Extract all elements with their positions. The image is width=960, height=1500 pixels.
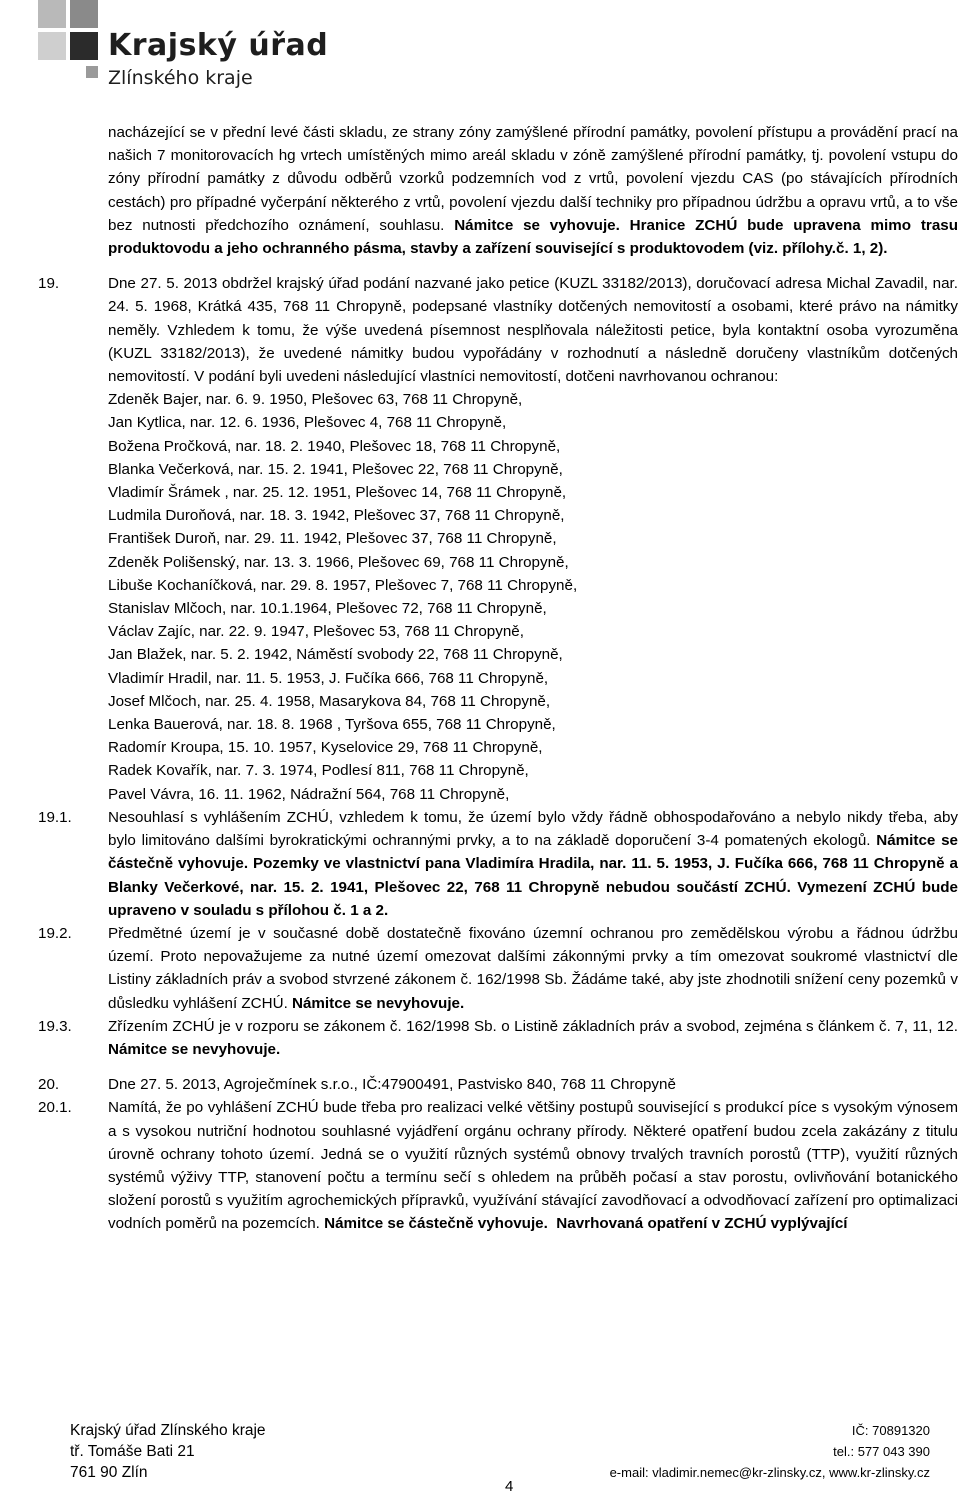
owners-list — [108, 388, 958, 806]
section-20 — [38, 1073, 958, 1096]
section-19-3-text: Zřízením ZCHÚ je v rozporu se zákonem č. 162/1998 Sb. o Listině základních práv a svobod, zejména s článkem č. 7, 11, 12. — [108, 1017, 958, 1035]
footer-city: 761 90 Zlín — [70, 1464, 148, 1481]
section-19-3 — [38, 1015, 958, 1061]
list-item: Pavel Vávra, 16. 11. 1962, Nádražní 564, 768 11 Chropyně, — [108, 785, 510, 803]
section-number: 19. — [38, 275, 60, 293]
section-number: 20. — [38, 1076, 60, 1094]
logo-square-light — [38, 0, 66, 28]
section-19 — [38, 272, 958, 806]
list-item: Blanka Večerková, nar. 15. 2. 1941, Plešovec 22, 768 11 Chropyně, — [108, 460, 563, 478]
page-number: 4 — [505, 1478, 514, 1495]
section-number: 19.1. — [38, 808, 72, 826]
logo-title: Krajský úřad — [108, 28, 329, 63]
logo-subtitle: Zlínského kraje — [108, 67, 253, 89]
list-item: Radek Kovařík, nar. 7. 3. 1974, Podlesí 811, 768 11 Chropyně, — [108, 762, 529, 780]
list-item: Lenka Bauerová, nar. 18. 8. 1968 , Tyršova 655, 768 11 Chropyně, — [108, 716, 556, 734]
list-item: Vladimír Šrámek , nar. 25. 12. 1951, Plešovec 14, 768 11 Chropyně, — [108, 484, 567, 502]
list-item: Ludmila Duroňová, nar. 18. 3. 1942, Plešovec 37, 768 11 Chropyně, — [108, 507, 565, 525]
footer-ico: IČ: 70891320 — [851, 1423, 930, 1438]
footer-phone: tel.: 577 043 390 — [833, 1444, 930, 1459]
list-item: František Duroň, nar. 29. 11. 1942, Plešovec 37, 768 11 Chropyně, — [108, 530, 557, 548]
list-item: Božena Pročková, nar. 18. 2. 1940, Plešovec 18, 768 11 Chropyně, — [108, 437, 561, 455]
section-19-text: Dne 27. 5. 2013 obdržel krajský úřad podání nazvané jako petice (KUZL 33182/2013), doručovací adresa Michal Zavadil, nar. 24. 5. 1968, Krátká 435, 768 11 Chropyně, podepsané vlastníky dotčených nemovitostí a osobami, které právo na námitky neměly. Vzhledem k tomu, že výše uvedená písemnost nesplňovala náležitosti petice, byla kontaktní osoba vyrozuměna (KUZL 33182/2013), že uvedené námitky budou vypořádány v rozhodnutí a následně doručeny vlastníkům dotčených nemovitostí. V podání byli uvedeni následující vlastníci nemovitostí, dotčeni navrhovanou ochranou: — [108, 275, 958, 386]
list-item: Libuše Kochaníčková, nar. 29. 8. 1957, Plešovec 7, 768 11 Chropyně, — [108, 576, 578, 594]
section-19-1-text: Nesouhlasí s vyhlášením ZCHÚ, vzhledem k tomu, že území bylo vždy řádně obhospodařováno a nebylo nikdy třeba, aby bylo limitováno dalšími byrokratickými ochrannými prvky, a to na základě doporučení 3-4 pomatených ekologů. — [108, 808, 958, 850]
page-footer — [70, 1420, 930, 1500]
section-number: 20.1. — [38, 1099, 72, 1117]
section-19-1-decision: Námitce se částečně vyhovuje. Pozemky ve vlastnictví pana Vladimíra Hradila, nar. 11. 5. 1953, J. Fučíka 666, 768 11 Chropyně a Blanky Večerkové, nar. 15. 2. 1941, Plešovec 22, 768 11 Chropyně nebudou součástí ZCHÚ. Vymezení ZCHÚ bude upraveno v souladu s přílohou č. 1 a 2. — [108, 832, 958, 919]
document-body — [38, 121, 958, 1236]
logo-square-small — [86, 66, 98, 78]
logo-square-dark — [70, 32, 98, 60]
list-item: Josef Mlčoch, nar. 25. 4. 1958, Masarykova 84, 768 11 Chropyně, — [108, 692, 551, 710]
section-20-text: Dne 27. 5. 2013, Agroječmínek s.r.o., IČ:47900491, Pastvisko 840, 768 11 Chropyně — [108, 1076, 676, 1094]
logo-square-mid — [38, 32, 66, 60]
list-item: Zdeněk Polišenský, nar. 13. 3. 1966, Plešovec 69, 768 11 Chropyně, — [108, 553, 569, 571]
footer-address — [70, 1420, 266, 1483]
list-item: Václav Zajíc, nar. 22. 9. 1947, Plešovec 53, 768 11 Chropyně, — [108, 623, 524, 641]
list-item: Jan Blažek, nar. 5. 2. 1942, Náměstí svobody 22, 768 11 Chropyně, — [108, 646, 563, 664]
list-item: Zdeněk Bajer, nar. 6. 9. 1950, Plešovec 63, 768 11 Chropyně, — [108, 391, 523, 409]
footer-contact — [610, 1420, 930, 1483]
list-item: Jan Kytlica, nar. 12. 6. 1936, Plešovec 4, 768 11 Chropyně, — [108, 414, 507, 432]
intro-paragraph — [38, 121, 958, 260]
section-20-1-decision: Námitce se částečně vyhovuje. — [324, 1215, 548, 1233]
list-item: Stanislav Mlčoch, nar. 10.1.1964, Plešovec 72, 768 11 Chropyně, — [108, 600, 547, 618]
list-item: Vladimír Hradil, nar. 11. 5. 1953, J. Fučíka 666, 768 11 Chropyně, — [108, 669, 549, 687]
logo — [0, 0, 329, 100]
section-20-1 — [38, 1096, 958, 1235]
logo-square-grey — [70, 0, 98, 28]
section-19-2-decision: Námitce se nevyhovuje. — [292, 994, 465, 1012]
intro-decision: Námitce se vyhovuje. Hranice ZCHÚ bude upravena mimo trasu produktovodu a jeho ochranného pásma, stavby a zařízení související s produktovodem (viz. přílohy.č. 1, 2). — [108, 216, 958, 258]
section-19-2 — [38, 922, 958, 1015]
section-number: 19.3. — [38, 1017, 72, 1035]
section-19-3-decision: Námitce se nevyhovuje. — [108, 1040, 281, 1058]
section-19-1 — [38, 806, 958, 922]
footer-org: Krajský úřad Zlínského kraje — [70, 1422, 266, 1439]
list-item: Radomír Kroupa, 15. 10. 1957, Kyselovice 29, 768 11 Chropyně, — [108, 739, 543, 757]
section-number: 19.2. — [38, 924, 72, 942]
intro-text: nacházející se v přední levé části skladu, ze strany zóny zamýšlené přírodní památky, povolení přístupu a provádění prací na našich 7 monitorovacích hg vrtech umístěných mimo areál skladu v zóně zamýšlené přírodní památky, tj. povolení vstupu do zóny přírodní památky z důvodu odběrů vzorků podzemních vod z vrtů, povolení vjezdu CAS (po stávajících přírodních cestách) pro případné vyčerpání některého z vrtů, povolení vjezdu další techniky pro případnou údržbu a opravu vrtů, a to vše bez nutnosti předchozího oznámení, souhlasu. — [108, 124, 958, 234]
footer-street: tř. Tomáše Bati 21 — [70, 1443, 195, 1460]
section-20-1-text: Namítá, že po vyhlášení ZCHÚ bude třeba pro realizaci velké většiny postupů související s produkcí píce s vysokým výnosem a s vysokou nutriční hodnotou souhlasné vyjádření orgánu ochrany přírody. Některé opatření budou zcela zakázány z titulu úrovně ochrany tohoto území. Jedná se o využití různých systémů obnovy trvalých travních porostů (TTP), využití různých systémů výživy TTP, stanovení počtu a termínu sečí s ohledem na průběh počasí a stav porostu, ovlivňování botanického složení porostů s využitím agrochemických přípravků, využívání stávající zavodňovací a odvodňovací zařízení pro optimalizaci vodních poměrů na pozemcích. — [108, 1099, 958, 1233]
section-19-2-text: Předmětné území je v současné době dostatečně fixováno územní ochranou pro zemědělskou výrobu a řádnou údržbu území. Proto nepovažujeme za nutné území omezovat dalšími zákonnými prvky a tím omezovat soukromé vlastnictví dle Listiny základních práv a svobod stvrzené zákonem č. 162/1998 Sb. Žádáme také, aby jste zhodnotili snížení ceny pozemků v důsledku vyhlášení ZCHÚ. — [108, 924, 958, 1012]
section-20-1-measures: Navrhovaná opatření v ZCHÚ vyplývající — [556, 1215, 848, 1233]
footer-email-web: e-mail: vladimir.nemec@kr-zlinsky.cz, www.kr-zlinsky.cz — [609, 1465, 930, 1480]
